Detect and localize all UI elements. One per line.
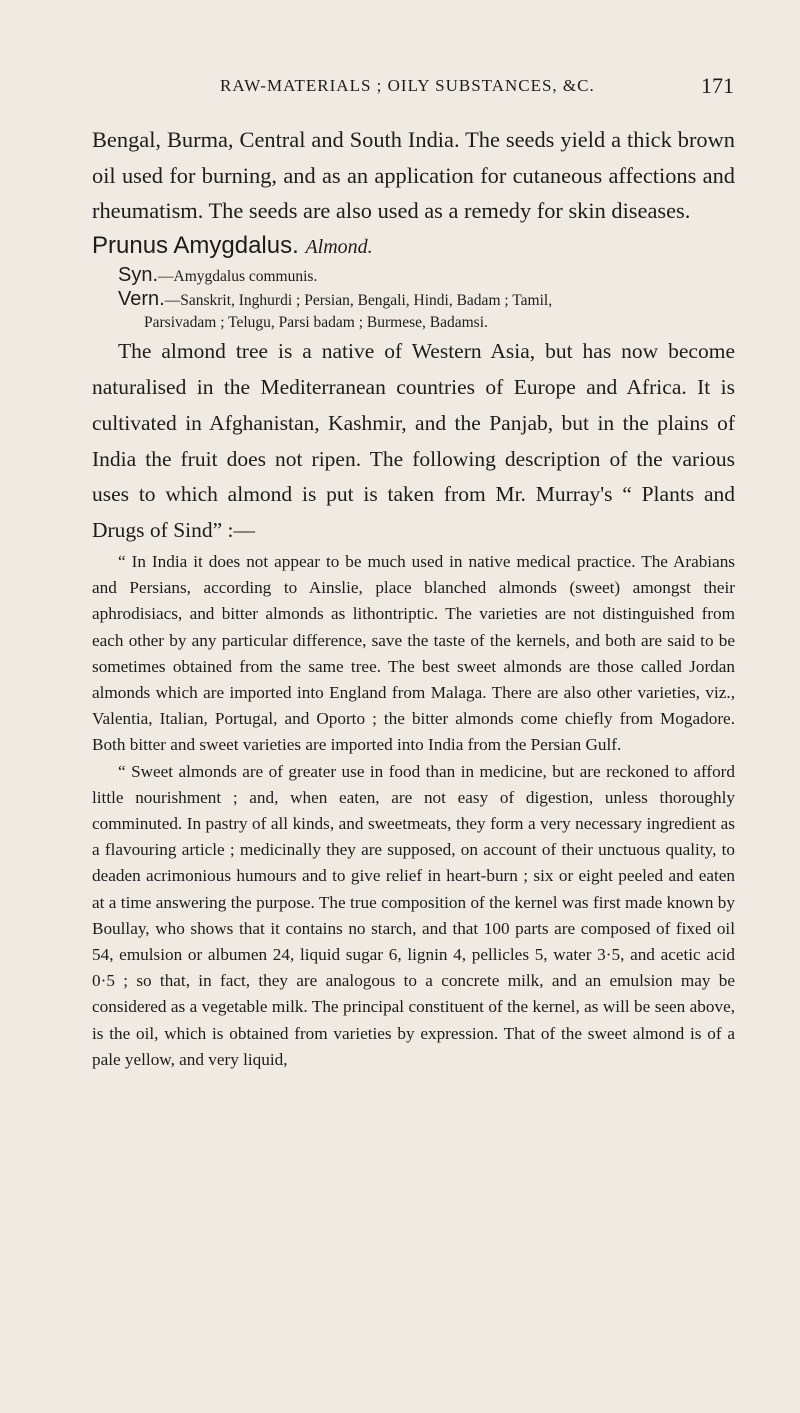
synonym-line <box>118 264 735 288</box>
vernacular-line <box>118 288 735 312</box>
vernacular-line-2: Parsivadam ; Telugu, Parsi badam ; Burmese, Badamsi. <box>144 314 488 332</box>
running-title: RAW-MATERIALS ; OILY SUBSTANCES, &C. <box>220 76 595 95</box>
entry-heading <box>92 229 735 264</box>
syn-text: —Amygdalus communis. <box>158 268 318 286</box>
quote-paragraph-2: “ Sweet almonds are of greater use in food than in medicine, but are reckoned to afford little nourishment ; and, when eaten, are not easy of digestion, unless thoroughly comminuted. In pastry of all kinds, and sweetmeats, they form a very necessary ingredient as a flavouring article ; medicinally they are supposed, on account of their unctuous quality, to deaden acrimonious humours and to give relief in heart-burn ; six or eight peeled and eaten at a time answering the purpose. The true composition of the kernel was first made known by Boullay, who shows that it contains no starch, and that 100 parts are composed of fixed oil 54, emulsion or albumen 24, liquid sugar 6, lignin 4, pellicles 5, water 3·5, and acetic acid 0·5 ; so that, in fact, they are analogous to a concrete milk, and an emulsion may be considered as a vegetable milk. The principal constituent of the kernel, as will be seen above, is the oil, which is obtained from varieties by expression. That of the sweet almond is of a pale yellow, and very liquid, <box>92 761 735 1069</box>
description-paragraph: The almond tree is a native of Western Asia, but has now become naturalised in the Mediterranean countries of Europe and Africa. It is cultivated in Afghanistan, Kashmir, and the Panjab, but in the plains of India the fruit does not ripen. The following description of the various uses to which almond is put is taken from Mr. Murray's “ Plants and Drugs of Sind” :— <box>92 339 735 543</box>
intro-paragraph: Bengal, Burma, Central and South India. The seeds yield a thick brown oil used for burning, and as an application for cutaneous affections and rheumatism. The seeds are also used as a remedy for skin diseases. <box>92 127 735 224</box>
entry-name: Prunus Amygdalus. <box>92 232 299 260</box>
page-number: 171 <box>701 73 734 98</box>
entry-common-name: Almond. <box>305 236 373 259</box>
syn-label: Syn. <box>118 264 159 287</box>
quote-paragraph-1: “ In India it does not appear to be much used in native medical practice. The Arabians and Persians, according to Ainslie, place blanched almonds (sweet) amongst their aphrodisiacs, and bitter almonds as lithontriptic. The varieties are not distinguished from each other by any particular difference, save the taste of the kernels, and both are said to be sometimes obtained from the same tree. The best sweet almonds are those called Jordan almonds which are imported into England from Malaga. There are also other varieties, viz., Valentia, Italian, Portugal, and Oporto ; the bitter almonds come chiefly from Mogadore. Both bitter and sweet varieties are imported into India from the Persian Gulf. <box>92 551 735 755</box>
page-body <box>92 122 735 1073</box>
vern-line-1: —Sanskrit, Inghurdi ; Persian, Bengali, Hindi, Badam ; Tamil, <box>164 292 553 310</box>
vern-label: Vern. <box>118 288 165 311</box>
